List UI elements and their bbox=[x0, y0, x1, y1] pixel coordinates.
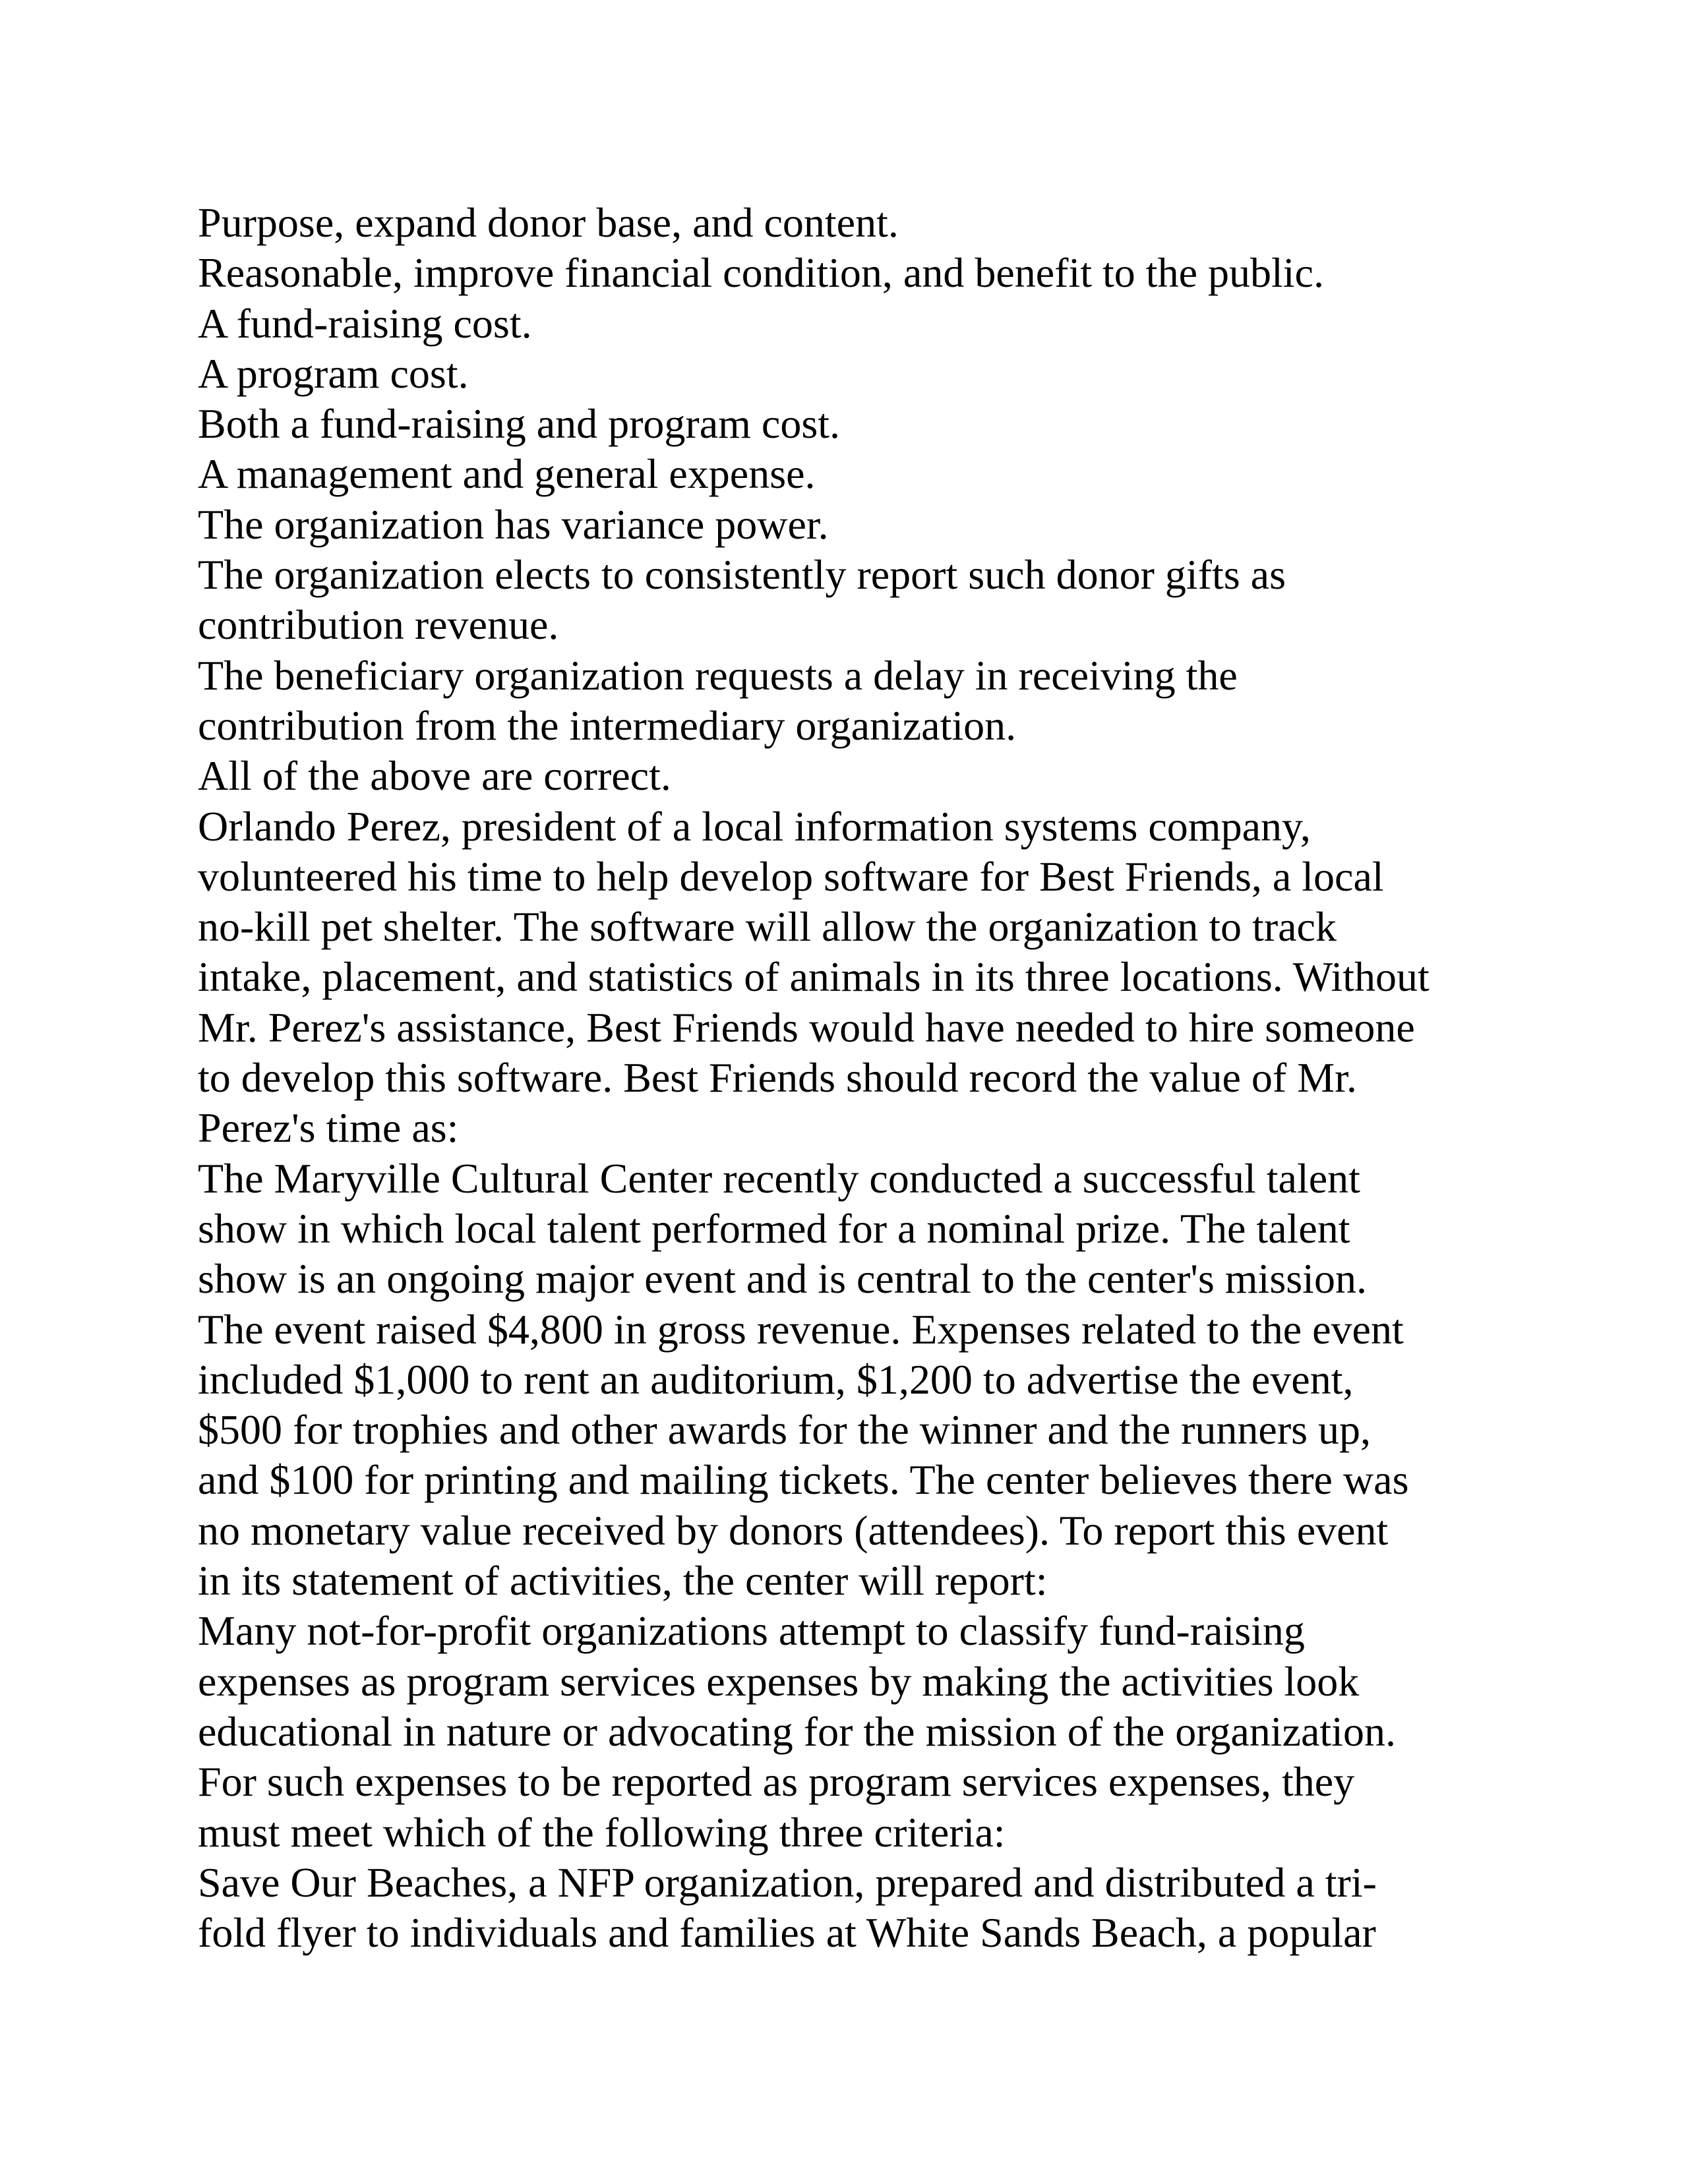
text-line: The beneficiary organization requests a delay in receiving the bbox=[198, 651, 1238, 699]
text-line: to develop this software. Best Friends should record the value of Mr. bbox=[198, 1054, 1357, 1102]
text-line: Purpose, expand donor base, and content. bbox=[198, 199, 899, 246]
text-line: Both a fund-raising and program cost. bbox=[198, 400, 840, 448]
text-line: All of the above are correct. bbox=[198, 752, 671, 800]
text-line: and $100 for printing and mailing tickets. The center believes there was bbox=[198, 1456, 1409, 1504]
text-line: volunteered his time to help develop software for Best Friends, a local bbox=[198, 852, 1384, 900]
text-line: The Maryville Cultural Center recently conducted a successful talent bbox=[198, 1154, 1360, 1202]
text-line: in its statement of activities, the center will report: bbox=[198, 1557, 1048, 1605]
text-line: included $1,000 to rent an auditorium, $1,200 to advertise the event, bbox=[198, 1355, 1354, 1403]
text-line: contribution from the intermediary organization. bbox=[198, 701, 1017, 749]
text-line: no monetary value received by donors (attendees). To report this event bbox=[198, 1506, 1389, 1554]
text-line: Reasonable, improve financial condition, and benefit to the public. bbox=[198, 249, 1324, 297]
text-line: $500 for trophies and other awards for the winner and the runners up, bbox=[198, 1406, 1372, 1454]
text-line: show in which local talent performed for a nominal prize. The talent bbox=[198, 1204, 1350, 1252]
text-line: must meet which of the following three criteria: bbox=[198, 1808, 1006, 1856]
text-line: A management and general expense. bbox=[198, 450, 816, 498]
text-line: show is an ongoing major event and is central to the center's mission. bbox=[198, 1255, 1367, 1303]
text-line: Many not-for-profit organizations attempt to classify fund-raising bbox=[198, 1607, 1305, 1655]
text-line: The event raised $4,800 in gross revenue. Expenses related to the event bbox=[198, 1305, 1404, 1353]
text-line: The organization has variance power. bbox=[198, 500, 829, 548]
text-line: educational in nature or advocating for the mission of the organization. bbox=[198, 1707, 1396, 1755]
text-line: fold flyer to individuals and families at White Sands Beach, a popular bbox=[198, 1909, 1376, 1957]
text-line: For such expenses to be reported as program services expenses, they bbox=[198, 1758, 1355, 1806]
text-line: Perez's time as: bbox=[198, 1104, 459, 1152]
text-line: no-kill pet shelter. The software will allow the organization to track bbox=[198, 903, 1337, 951]
text-line: Mr. Perez's assistance, Best Friends would have needed to hire someone bbox=[198, 1003, 1415, 1051]
text-line: contribution revenue. bbox=[198, 601, 559, 649]
text-line: intake, placement, and statistics of animals in its three locations. Without bbox=[198, 953, 1430, 1001]
text-line: Save Our Beaches, a NFP organization, prepared and distributed a tri- bbox=[198, 1858, 1377, 1906]
text-line: A program cost. bbox=[198, 349, 469, 397]
text-line: The organization elects to consistently report such donor gifts as bbox=[198, 551, 1286, 599]
text-line: A fund-raising cost. bbox=[198, 299, 532, 347]
text-line: Orlando Perez, president of a local information systems company, bbox=[198, 802, 1311, 850]
text-line: expenses as program services expenses by making the activities look bbox=[198, 1657, 1360, 1705]
document-text bbox=[198, 198, 1490, 1958]
